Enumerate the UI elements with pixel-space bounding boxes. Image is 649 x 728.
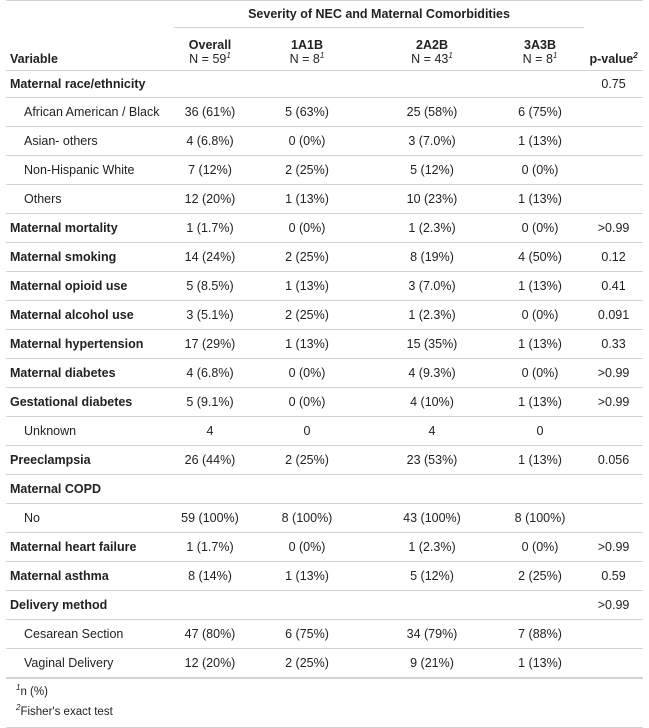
table-cell: 1 (13%)	[496, 446, 584, 475]
footnote: $^2$Fisher's exact test	[16, 703, 113, 718]
table-row	[6, 359, 643, 388]
table-cell: 0 (0%)	[246, 533, 368, 562]
table-cell: 2 (25%)	[246, 649, 368, 678]
table-row	[6, 562, 643, 591]
table-cell: 7 (12%)	[174, 156, 246, 185]
table-cell: 0.59	[584, 562, 643, 591]
table-cell: 4 (6.8%)	[174, 127, 246, 156]
table-cell	[368, 475, 496, 504]
row-label: Maternal race/ethnicity	[6, 71, 174, 98]
table-cell: 7 (88%)	[496, 620, 584, 649]
table-cell: 23 (53%)	[368, 446, 496, 475]
table-cell	[246, 475, 368, 504]
column-header-p-value: p-value$^2$	[584, 28, 643, 71]
table-cell: 0.41	[584, 272, 643, 301]
table-cell: 17 (29%)	[174, 330, 246, 359]
table-cell: 1 (13%)	[496, 185, 584, 214]
table-cell	[584, 127, 643, 156]
table-cell: 1 (13%)	[496, 649, 584, 678]
row-label: Maternal hypertension	[6, 330, 174, 359]
table-cell: 0.75	[584, 71, 643, 98]
column-header-overall: Overall $N = 59^1$	[174, 28, 246, 71]
row-label: Asian- others	[6, 127, 174, 156]
table-cell: 10 (23%)	[368, 185, 496, 214]
table-cell: 0 (0%)	[496, 301, 584, 330]
table-row	[6, 71, 643, 98]
row-label: Cesarean Section	[6, 620, 174, 649]
table-row	[6, 214, 643, 243]
table-row	[6, 272, 643, 301]
row-label: Maternal heart failure	[6, 533, 174, 562]
table-cell: 0 (0%)	[496, 214, 584, 243]
spanner-label: Severity of NEC and Maternal Comorbidities	[174, 1, 584, 28]
table-cell: 2 (25%)	[246, 301, 368, 330]
table-cell	[584, 620, 643, 649]
table-cell: 2 (25%)	[246, 156, 368, 185]
row-label: Preeclampsia	[6, 446, 174, 475]
table-cell: 1 (13%)	[246, 185, 368, 214]
row-label: Maternal COPD	[6, 475, 174, 504]
table-cell: 0.33	[584, 330, 643, 359]
table-cell	[584, 185, 643, 214]
table-cell: 6 (75%)	[246, 620, 368, 649]
row-label: Maternal alcohol use	[6, 301, 174, 330]
table-cell: 25 (58%)	[368, 98, 496, 127]
table-cell: 2 (25%)	[246, 243, 368, 272]
table-cell: 0 (0%)	[246, 214, 368, 243]
table-cell	[584, 156, 643, 185]
table-cell: 59 (100%)	[174, 504, 246, 533]
table-row	[6, 185, 643, 214]
table-body	[6, 71, 643, 678]
summary-table	[6, 0, 643, 678]
table-cell: 0 (0%)	[246, 127, 368, 156]
table-cell: 1 (2.3%)	[368, 533, 496, 562]
spanner-row	[6, 1, 643, 28]
table-row	[6, 446, 643, 475]
table-cell	[584, 98, 643, 127]
table-cell: 0 (0%)	[496, 156, 584, 185]
table-cell: 1 (2.3%)	[368, 214, 496, 243]
table-cell: 1 (1.7%)	[174, 533, 246, 562]
table-row	[6, 620, 643, 649]
table-cell: 5 (9.1%)	[174, 388, 246, 417]
row-label: Maternal smoking	[6, 243, 174, 272]
table-cell: 2 (25%)	[496, 562, 584, 591]
table-cell: 4 (6.8%)	[174, 359, 246, 388]
table-cell: 34 (79%)	[368, 620, 496, 649]
table-cell: 1 (1.7%)	[174, 214, 246, 243]
table-cell	[174, 71, 246, 98]
table-cell: 0.12	[584, 243, 643, 272]
table-cell	[368, 71, 496, 98]
row-label: Vaginal Delivery	[6, 649, 174, 678]
table-footnotes	[6, 678, 643, 721]
table-cell: 0 (0%)	[246, 388, 368, 417]
table-cell: 3 (5.1%)	[174, 301, 246, 330]
table-row	[6, 330, 643, 359]
table-row	[6, 504, 643, 533]
table-cell	[174, 591, 246, 620]
table-cell: 6 (75%)	[496, 98, 584, 127]
table-cell: 3 (7.0%)	[368, 127, 496, 156]
table-cell: 1 (13%)	[246, 562, 368, 591]
table-cell: 8 (100%)	[496, 504, 584, 533]
table-cell: 1 (13%)	[496, 330, 584, 359]
table-cell: >0.99	[584, 388, 643, 417]
row-label: Gestational diabetes	[6, 388, 174, 417]
table-cell	[496, 591, 584, 620]
table-cell: 1 (13%)	[496, 388, 584, 417]
table-cell: 47 (80%)	[174, 620, 246, 649]
table-cell: >0.99	[584, 533, 643, 562]
table-cell: 5 (12%)	[368, 156, 496, 185]
table-cell	[584, 417, 643, 446]
table-cell: 4 (50%)	[496, 243, 584, 272]
row-label: Maternal asthma	[6, 562, 174, 591]
table-cell: 8 (100%)	[246, 504, 368, 533]
row-label: Maternal mortality	[6, 214, 174, 243]
table-cell: 4	[368, 417, 496, 446]
table-cell	[174, 475, 246, 504]
table-row	[6, 156, 643, 185]
table-row	[6, 533, 643, 562]
footnote: $^1$n (%)	[16, 683, 48, 698]
table-cell: 0	[246, 417, 368, 446]
table-cell: >0.99	[584, 359, 643, 388]
table-cell	[246, 591, 368, 620]
table-cell: 1 (13%)	[246, 330, 368, 359]
column-header-variable: Variable	[6, 28, 174, 71]
row-label: Maternal opioid use	[6, 272, 174, 301]
table-cell	[496, 475, 584, 504]
table-cell	[584, 504, 643, 533]
table-cell: 26 (44%)	[174, 446, 246, 475]
table-cell: 4 (10%)	[368, 388, 496, 417]
column-header-row	[6, 28, 643, 71]
table-cell: 1 (2.3%)	[368, 301, 496, 330]
column-header-2a2b: 2A2B $N = 43^1$	[368, 28, 496, 71]
table-cell: 15 (35%)	[368, 330, 496, 359]
table-row	[6, 301, 643, 330]
row-label: Others	[6, 185, 174, 214]
table-cell: 4 (9.3%)	[368, 359, 496, 388]
table-cell: 5 (8.5%)	[174, 272, 246, 301]
table-row	[6, 591, 643, 620]
row-label: Delivery method	[6, 591, 174, 620]
table-cell: 0 (0%)	[246, 359, 368, 388]
table-cell	[246, 71, 368, 98]
table-cell: 1 (13%)	[496, 127, 584, 156]
table-cell: 12 (20%)	[174, 185, 246, 214]
table-row	[6, 98, 643, 127]
table-cell: 36 (61%)	[174, 98, 246, 127]
table-cell: >0.99	[584, 591, 643, 620]
row-label: Maternal diabetes	[6, 359, 174, 388]
table-cell: 1 (13%)	[496, 272, 584, 301]
table-cell: 0 (0%)	[496, 359, 584, 388]
table-cell: 5 (63%)	[246, 98, 368, 127]
table-row	[6, 388, 643, 417]
table-row	[6, 127, 643, 156]
row-label: Unknown	[6, 417, 174, 446]
table-cell: 9 (21%)	[368, 649, 496, 678]
column-header-1a1b: 1A1B $N = 8^1$	[246, 28, 368, 71]
table-cell: 0.056	[584, 446, 643, 475]
table-cell: 3 (7.0%)	[368, 272, 496, 301]
table-cell: 8 (19%)	[368, 243, 496, 272]
table-cell	[368, 591, 496, 620]
table-cell: 2 (25%)	[246, 446, 368, 475]
table-cell: 14 (24%)	[174, 243, 246, 272]
column-header-3a3b: 3A3B $N = 8^1$	[496, 28, 584, 71]
table-cell	[584, 649, 643, 678]
table-cell: 1 (13%)	[246, 272, 368, 301]
table-cell: 12 (20%)	[174, 649, 246, 678]
table-cell: >0.99	[584, 214, 643, 243]
table-cell: 8 (14%)	[174, 562, 246, 591]
table-cell: 0	[496, 417, 584, 446]
table-row	[6, 417, 643, 446]
table-cell	[496, 71, 584, 98]
table-cell: 0 (0%)	[496, 533, 584, 562]
table-bottom-rule	[6, 721, 643, 728]
table-cell: 4	[174, 417, 246, 446]
table-row	[6, 475, 643, 504]
table-cell: 0.091	[584, 301, 643, 330]
table-cell	[584, 475, 643, 504]
table-cell: 43 (100%)	[368, 504, 496, 533]
row-label: African American / Black	[6, 98, 174, 127]
row-label: No	[6, 504, 174, 533]
table-row	[6, 649, 643, 678]
table-cell: 5 (12%)	[368, 562, 496, 591]
table-row	[6, 243, 643, 272]
row-label: Non-Hispanic White	[6, 156, 174, 185]
